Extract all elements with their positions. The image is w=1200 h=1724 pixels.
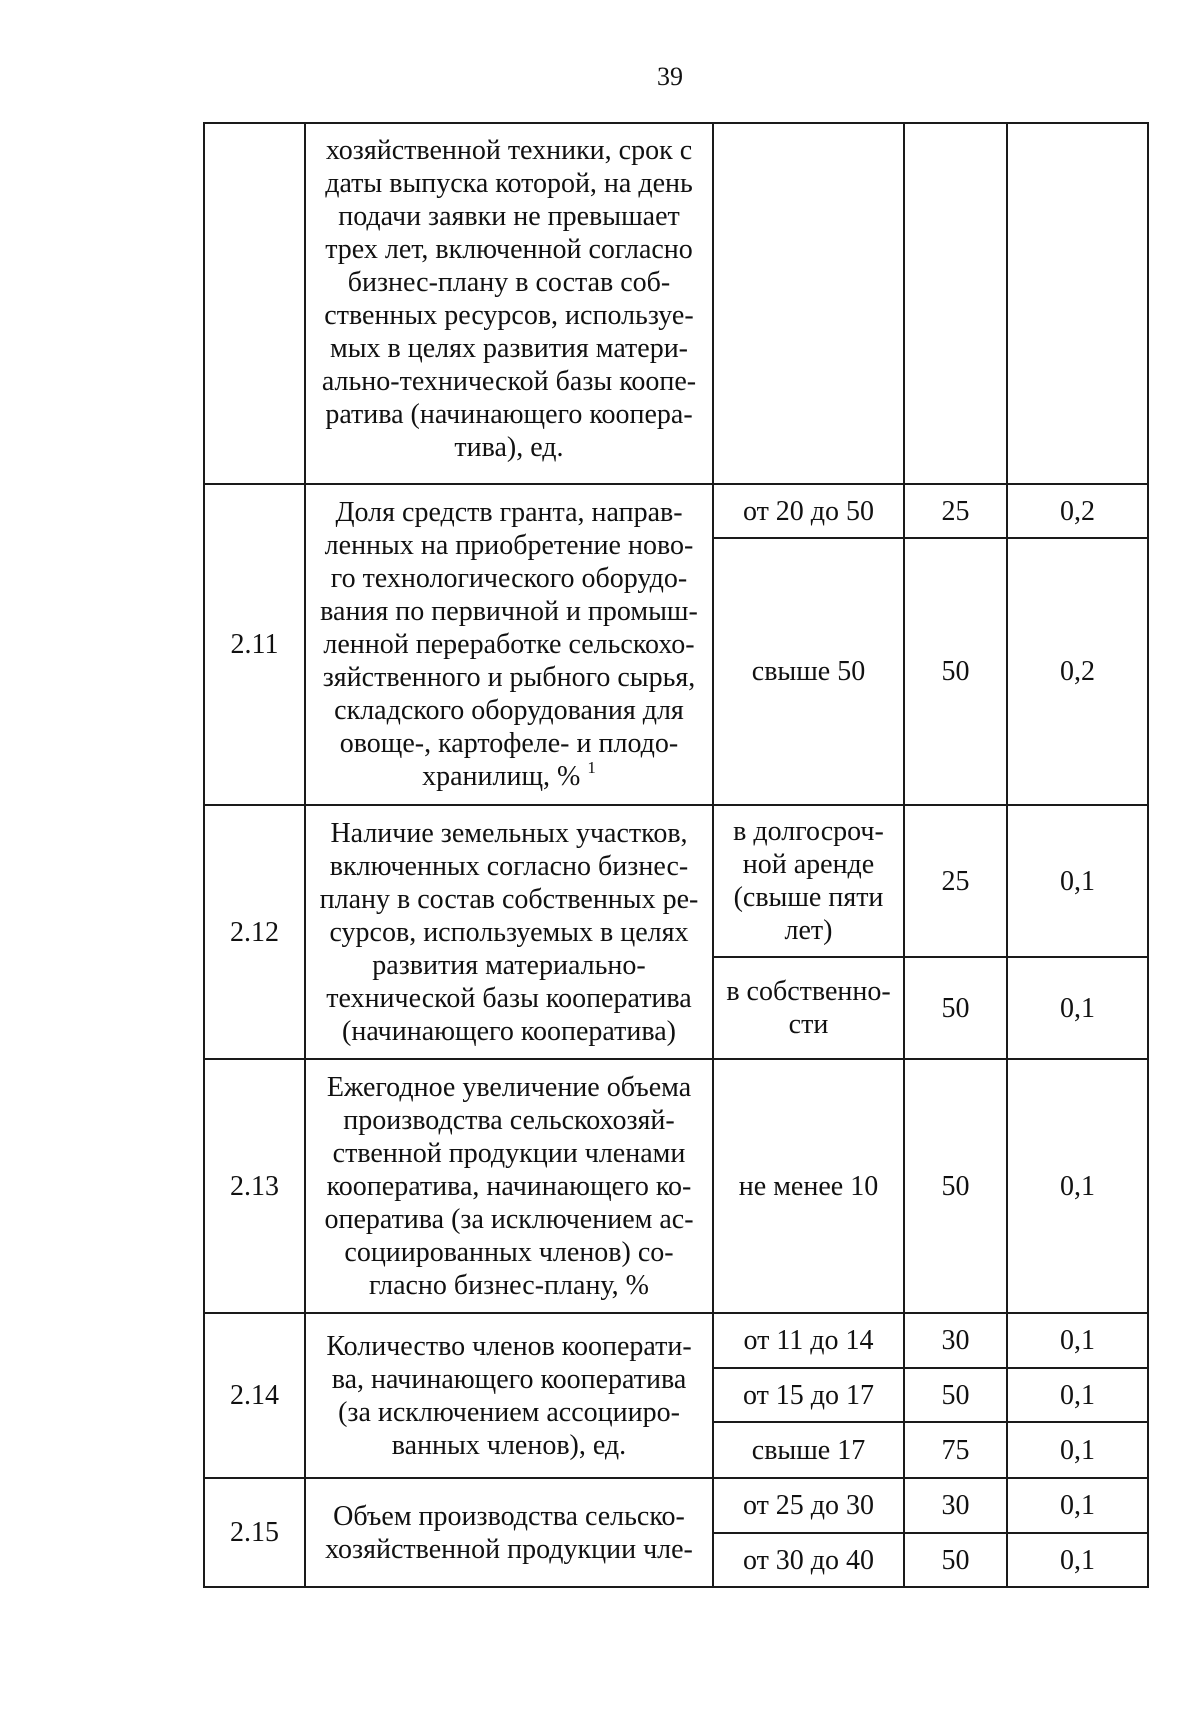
description-line: технической базы кооператива <box>326 982 692 1014</box>
weight-cell: 0,1 <box>1007 805 1148 957</box>
weight-cell: 0,2 <box>1007 538 1148 805</box>
weight-cell: 0,1 <box>1007 1533 1148 1587</box>
condition-cell: от 30 до 40 <box>713 1533 904 1587</box>
description-line <box>314 760 704 793</box>
condition-cell: от 11 до 14 <box>713 1313 904 1368</box>
condition-cell <box>713 805 904 957</box>
condition-cell: от 15 до 17 <box>713 1368 904 1422</box>
description-line: Объем производства сельско- <box>333 1500 685 1532</box>
weight-cell: 0,1 <box>1007 1059 1148 1313</box>
weight-cell: 0,1 <box>1007 957 1148 1059</box>
description-line: Ежегодное увеличение объема <box>326 1071 692 1103</box>
description-line: даты выпуска которой, на день <box>325 168 693 199</box>
description-line: ванных членов), ед. <box>391 1429 627 1461</box>
description-line: Количество членов кооперати- <box>326 1330 692 1362</box>
condition-line: сти <box>788 1009 829 1040</box>
row-description <box>305 484 713 805</box>
score-cell: 50 <box>904 1059 1007 1313</box>
description-line: мых в целях развития матери- <box>329 333 688 364</box>
description-line: хозяйственной продукции чле- <box>325 1533 693 1565</box>
condition-cell: от 25 до 30 <box>713 1478 904 1533</box>
condition-cell: не менее 10 <box>713 1059 904 1313</box>
score-cell: 50 <box>904 1533 1007 1587</box>
description-line: трех лет, включенной согласно <box>325 234 693 265</box>
row-number-cell: 2.13 <box>204 1059 305 1313</box>
condition-cell <box>713 957 904 1059</box>
description-line: ленных на приобретение ново- <box>324 530 694 561</box>
table-row <box>204 1313 1148 1368</box>
score-cell: 25 <box>904 805 1007 957</box>
row-number-cell <box>204 123 305 484</box>
score-cell: 25 <box>904 484 1007 538</box>
description-line: Доля средств гранта, направ- <box>335 497 683 528</box>
description-line: хозяйственной техники, срок с <box>325 135 693 166</box>
row-description <box>305 1059 713 1313</box>
description-line: сурсов, используемых в целях <box>329 916 689 948</box>
table-row <box>204 1478 1148 1533</box>
weight-cell: 0,1 <box>1007 1478 1148 1533</box>
weight-cell: 0,1 <box>1007 1368 1148 1422</box>
description-line: овоще-, картофеле- и плодо- <box>339 728 679 759</box>
page-number: 39 <box>657 62 683 91</box>
description-line: гласно бизнес-плану, % <box>369 1269 649 1301</box>
condition-line: в собственно- <box>726 976 891 1007</box>
description-line: тива), ед. <box>454 432 564 463</box>
description-line: ва, начинающего кооператива <box>331 1363 687 1395</box>
description-line: кооператива, начинающего ко- <box>326 1170 692 1202</box>
condition-cell: от 20 до 50 <box>713 484 904 538</box>
condition-line: (свыше пяти <box>733 882 884 913</box>
description-line: социированных членов) со- <box>344 1236 674 1268</box>
description-line: складского оборудования для <box>334 695 684 726</box>
description-line: (за исключением ассоцииро- <box>338 1396 680 1428</box>
condition-cell: свыше 17 <box>713 1422 904 1478</box>
description-line: подачи заявки не превышает <box>338 201 680 232</box>
weight-cell: 0,1 <box>1007 1313 1148 1368</box>
row-description <box>305 1478 713 1587</box>
weight-cell: 0,2 <box>1007 484 1148 538</box>
table-row <box>204 484 1148 538</box>
row-number-cell: 2.12 <box>204 805 305 1059</box>
description-line: ственных ресурсов, используе- <box>324 300 694 331</box>
description-line: ленной переработке сельскохо- <box>323 629 695 660</box>
description-line: (начинающего кооператива) <box>342 1015 676 1047</box>
row-description <box>305 123 713 484</box>
score-cell: 50 <box>904 1368 1007 1422</box>
row-number-cell: 2.14 <box>204 1313 305 1478</box>
condition-line: лет) <box>784 915 833 946</box>
description-line: ратива (начинающего коопера- <box>325 399 693 430</box>
table-row <box>204 1059 1148 1313</box>
description-line: бизнес-плану в состав соб- <box>347 267 671 298</box>
row-description <box>305 805 713 1059</box>
description-line: производства сельскохозяй- <box>343 1104 675 1136</box>
score-cell: 50 <box>904 957 1007 1059</box>
criteria-table <box>203 122 1149 1588</box>
description-line: ально-технической базы коопе- <box>321 366 697 397</box>
description-line: включенных согласно бизнес- <box>329 850 689 882</box>
description-line: вания по первичной и промыш- <box>320 596 698 627</box>
description-line: зяйственного и рыбного сырья, <box>322 662 696 693</box>
condition-line: в долгосроч- <box>733 816 884 847</box>
condition-cell: свыше 50 <box>713 538 904 805</box>
weight-cell <box>1007 123 1148 484</box>
score-cell: 50 <box>904 538 1007 805</box>
score-cell: 30 <box>904 1313 1007 1368</box>
condition-line: ной аренде <box>742 849 875 880</box>
row-description <box>305 1313 713 1478</box>
score-cell: 30 <box>904 1478 1007 1533</box>
condition-cell <box>713 123 904 484</box>
row-number-cell: 2.15 <box>204 1478 305 1587</box>
table-row <box>204 805 1148 957</box>
score-cell: 75 <box>904 1422 1007 1478</box>
description-line: оператива (за исключением ас- <box>324 1203 694 1235</box>
description-line: плану в состав собственных ре- <box>319 883 699 915</box>
footnote-marker: 1 <box>587 758 596 777</box>
row-number-cell: 2.11 <box>204 484 305 805</box>
score-cell <box>904 123 1007 484</box>
description-line: ственной продукции членами <box>332 1137 686 1169</box>
description-text: хранилищ, % <box>422 761 581 792</box>
table-row <box>204 123 1148 484</box>
weight-cell: 0,1 <box>1007 1422 1148 1478</box>
description-line: го технологического оборудо- <box>330 563 688 594</box>
description-line: развития материально- <box>372 949 646 981</box>
description-line: Наличие земельных участков, <box>330 817 688 849</box>
